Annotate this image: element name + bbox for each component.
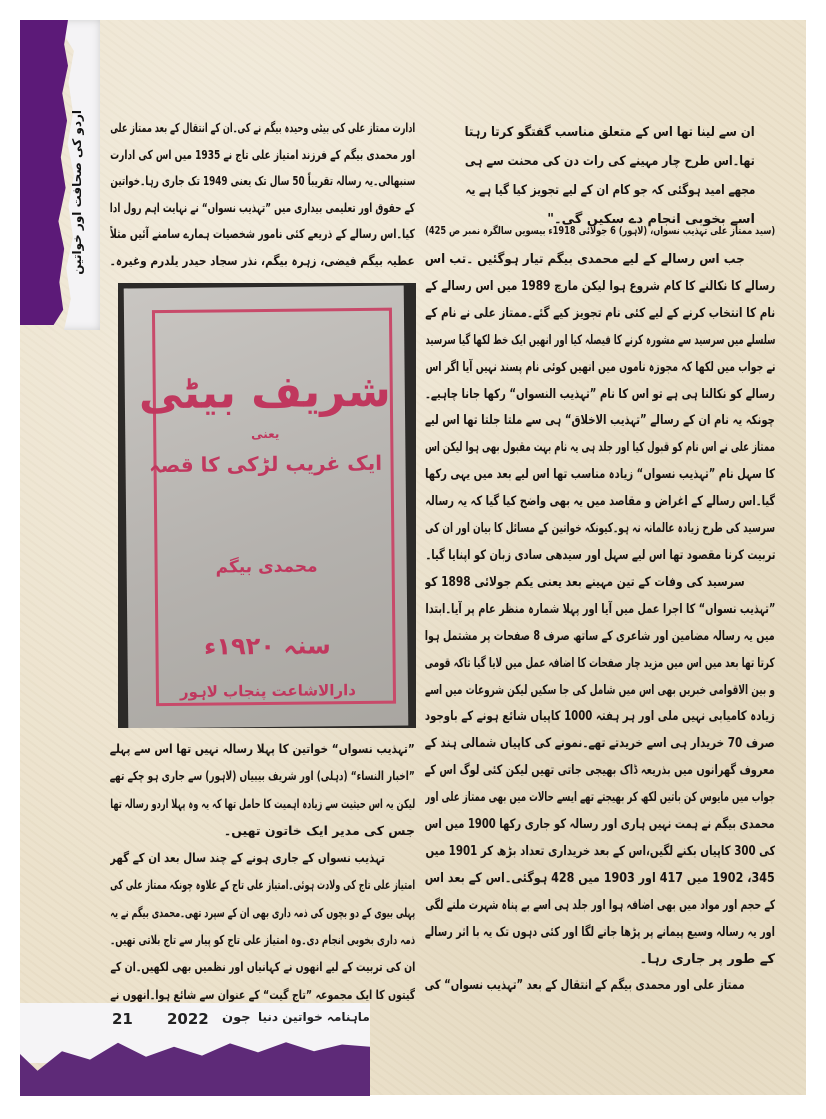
- left-column-top: [110, 115, 415, 274]
- text-line: تربیت کرنا مقصود تھا اس لیے سہل اور سیدھی سادی زبان کو اپنایا گیا۔: [425, 547, 775, 563]
- text-line-box: [465, 176, 755, 205]
- text-line-box: [425, 408, 775, 435]
- text-line-box: [425, 893, 775, 920]
- text-line: سرسید کی وفات کے تین مہینے بعد یعنی یکم جولائی 1898 کو: [425, 574, 745, 590]
- cover-author: محمدی بیگم: [215, 556, 318, 578]
- text-line-box: [425, 328, 775, 355]
- text-line: محمدی بیگم نے ہمت نہیں ہاری اور رسالہ کو جاری رکھا 1900 میں اس: [425, 817, 775, 833]
- page-number: 21: [112, 1010, 133, 1028]
- text-line-box: [465, 147, 755, 176]
- text-line-box: [110, 844, 415, 871]
- magazine-name: ماہنامہ خواتین دنیا: [258, 1010, 370, 1024]
- text-line: جب اس رسالے کے لیے محمدی بیگم تیار ہوگئیں ۔تب اس: [425, 252, 745, 267]
- text-line-box: [425, 435, 775, 462]
- text-line-box: [425, 247, 775, 274]
- text-line: رسالے کا نکالنے کا کام شروع ہوا لیکن مارچ 1989 میں اس رسالے کے: [425, 278, 775, 294]
- text-line-box: [110, 981, 415, 1008]
- text-line: جواب میں مایوس کن باتیں لکھ کر بھیجتے تھے ایسے حالات میں بھی ممتاز علی اور: [425, 790, 775, 806]
- left-column-bottom: [110, 735, 415, 1008]
- citation-text: (سید ممتاز علی تہذیب نسواں، (لاہور) 6 جولائی 1918ء بیسویں سالگرہ نمبر ص 425): [425, 225, 775, 237]
- text-line-box: [425, 812, 775, 839]
- text-line: و بین الاقوامی خبریں بھی اس میں شامل کی جا سکیں لیکن شروعات میں اسے: [425, 682, 775, 698]
- text-line-box: [425, 678, 775, 705]
- text-line: تھا۔اس طرح چار مہینے کی رات دن کی محنت سے ہی: [465, 154, 755, 169]
- text-line: ان سے لینا تھا اس کے متعلق مناسب گفتگو کرتا رہتا: [465, 125, 755, 140]
- text-line-box: [425, 920, 775, 947]
- book-cover-photo: [118, 283, 416, 728]
- text-line-box: [425, 355, 775, 382]
- issue-year: 2022: [167, 1010, 209, 1028]
- text-line-box: [110, 817, 415, 844]
- text-line: لیکن یہ اس حیثیت سے زیادہ اہمیت کا حامل تھا کہ یہ وہ پہلا اردو رسالہ تھا: [110, 795, 415, 811]
- citation-line: [425, 222, 775, 240]
- text-line: کے حجم اور مواد میں بھی اضافہ ہوا اور جلد ہی اسے بے پناہ شہرت ملنے لگی: [425, 897, 775, 913]
- text-line-box: [425, 274, 775, 301]
- text-line: کے حقوق اور تعلیمی بیداری میں ”تہذیب نسواں“ نے نہایت اہم رول ادا: [110, 199, 415, 215]
- text-line: سلسلے میں سرسید سے مشورہ کرنے کا فیصلہ کیا اور انھیں ایک خط لکھا گیا سرسید: [425, 332, 775, 348]
- text-line-box: [110, 762, 415, 789]
- text-line: اور محمدی بیگم کے فرزند امتیاز علی تاج نے 1935 میں اس کی ادارت: [110, 146, 415, 162]
- text-line-box: [110, 221, 415, 248]
- text-line: چونکہ یہ نام ان کے رسالے ”تہذیب الاخلاق“ ہی سے ملتا جلتا تھا اس لیے: [425, 413, 775, 429]
- text-line-box: [425, 597, 775, 624]
- text-line-box: [110, 899, 415, 926]
- text-line-box: [465, 118, 755, 147]
- text-line: ممتاز علی اور محمدی بیگم کے انتقال کے بعد ”تہذیب نسواں“ کی: [425, 978, 745, 994]
- text-line: معروف گھرانوں میں بذریعہ ڈاک بھیجی جاتی تھیں لیکن کئی لوگ اس کے: [425, 763, 775, 779]
- text-line-box: [110, 248, 415, 275]
- text-line: سنبھالی۔یہ رسالہ تقریباً 50 سال تک یعنی 1949 تک جاری رہا۔خواتین: [110, 173, 415, 188]
- cover-title: شریف بیٹی: [138, 365, 391, 420]
- text-line-box: [110, 871, 415, 898]
- issue-month: جون: [222, 1010, 251, 1025]
- text-line: 345، 1902 میں 417 اور 1903 میں 428 ہوگئی۔اس کے بعد اس: [425, 870, 775, 886]
- text-line: میں یہ رسالہ مضامین اور شاعری کے ساتھ صرف 8 صفحات پر مشتمل ہوا: [425, 628, 775, 644]
- text-line-box: [110, 168, 415, 195]
- text-line: کیا۔اس رسالے کے ذریعے کئی نامور شخصیات ہمارے سامنے آئیں مثلاً: [110, 226, 415, 241]
- text-line-box: [425, 785, 775, 812]
- book-cover: [124, 286, 409, 728]
- text-line: تہذیب نسواں کے جاری ہونے کے چند سال بعد ان کے گھر: [110, 850, 385, 866]
- text-line: رسالے کو نکالنا ہی ہے تو اس کا نام ”تہذیب النسواں“ رکھا جانا چاہیے۔: [425, 386, 775, 402]
- text-line: ان کی تربیت کے لیے انھوں نے کہانیاں اور نظمیں بھی لکھیں۔ان کے: [110, 959, 415, 975]
- text-line-box: [425, 731, 775, 758]
- text-line: ممتاز علی نے اس نام کو قبول کیا اور جلد ہی یہ نام بہت مقبول بھی ہوا لیکن اس: [425, 440, 775, 456]
- text-line-box: [425, 947, 775, 974]
- text-line: عطیہ بیگم فیضی، زہرہ بیگم، نذر سجاد حیدر یلدرم وغیرہ۔: [110, 252, 415, 268]
- text-line: کی 300 کاپیاں بکنے لگیں،اس کے بعد خریداری تعداد بڑھ کر 1901 میں: [425, 843, 775, 859]
- text-line: امتیاز علی تاج کی ولادت ہوئی۔امتیاز علی تاج کے علاوہ چونکہ ممتاز علی کی: [110, 877, 415, 893]
- text-line: نام کا انتخاب کرنے کے لیے کئی نام تجویز کیے گئے۔ممتاز علی نے نام کے: [425, 305, 775, 321]
- text-line-box: [110, 926, 415, 953]
- text-line-box: [425, 516, 775, 543]
- text-line-box: [110, 142, 415, 169]
- text-line: صرف 70 خریدار ہی اسے خریدتے تھے۔نمونے کی کاپیاں شمالی ہند کے: [425, 736, 775, 752]
- text-line: گیا۔اس رسالے کے اغراض و مقاصد میں یہ بھی واضح کیا گیا کہ یہ رسالہ: [425, 494, 775, 510]
- text-line-box: [425, 624, 775, 651]
- cover-year: سنہ ۱۹۲۰ء: [203, 631, 331, 661]
- text-line-box: [425, 758, 775, 785]
- cover-story: ایک غریب لڑکی کا قصہ: [148, 450, 383, 478]
- text-line: ”تہذیب نسواں“ کا اجرا عمل میں آیا اور پہلا شمارہ منظر عام پر آیا۔ابتدا: [425, 601, 775, 617]
- text-line-box: [110, 790, 415, 817]
- text-line: سرسید کی طرح زیادہ عالمانہ نہ ہو۔کیونکہ خواتین کے مسائل کا بیان اور ان کی: [425, 521, 775, 537]
- text-line-box: [425, 866, 775, 893]
- text-line-box: [425, 973, 775, 1000]
- text-line-box: [110, 735, 415, 762]
- text-line: اور یہ رسالہ وسیع پیمانے پر پڑھا جانے لگا اور کئی دہوں تک یہ با اثر رسالے: [425, 924, 775, 940]
- text-line: اسے بخوبی انجام دے سکیں گی۔": [547, 212, 755, 227]
- text-line-box: [425, 570, 775, 597]
- text-line: کا سہل نام ”تہذیب نسواں“ زیادہ مناسب تھا اس لیے بعد میں یہی رکھا: [425, 467, 775, 483]
- text-line-box: [110, 953, 415, 980]
- text-line-box: [425, 704, 775, 731]
- text-line-box: [425, 651, 775, 678]
- text-line-box: [425, 489, 775, 516]
- text-line-box: [425, 382, 775, 409]
- text-line: ادارت ممتاز علی کی بیٹی وحیدہ بیگم نے کی۔ان کے انتقال کے بعد ممتاز علی: [110, 120, 415, 135]
- right-column-body: [425, 247, 775, 1000]
- text-line: کے طور پر جاری رہا۔: [639, 951, 775, 967]
- cover-subtitle: یعنی: [250, 426, 280, 442]
- text-line-box: [110, 195, 415, 222]
- text-line: پہلی بیوی کے دو بچوں کی ذمہ داری بھی ان کے سپرد تھی۔محمدی بیگم نے یہ: [110, 904, 415, 920]
- text-line: ”تہذیب نسواں“ خواتین کا پہلا رسالہ نہیں تھا اس سے پہلے: [110, 741, 415, 756]
- text-line: ”اخبار النساء“ (دہلی) اور شریف بیبیاں (لاہور) سے جاری ہو چکے تھے: [110, 768, 415, 784]
- text-line-box: [425, 462, 775, 489]
- text-line-box: [425, 543, 775, 570]
- text-line-box: [425, 839, 775, 866]
- text-line: جس کی مدیر ایک خاتون تھیں۔: [223, 822, 415, 838]
- quote-block: [465, 118, 755, 234]
- text-line: زیادہ کامیابی نہیں ملی اور ہر ہفتہ 1000 کاپیاں شائع ہونے کے باوجود: [425, 709, 775, 725]
- text-line: کرتا تھا بعد میں اس میں مزید چار صفحات کا اضافہ عمل میں لایا گیا تاکہ قومی: [425, 655, 775, 671]
- text-line: مجھے امید ہوگئی کہ جو کام ان کے لیے تجویز کیا گیا ہے یہ: [465, 183, 755, 198]
- text-line: گیتوں کا ایک مجموعہ ”تاج گیت“ کے عنوان سے شائع ہوا۔انھوں نے: [110, 986, 415, 1002]
- citation: [425, 222, 775, 240]
- text-line-box: [110, 115, 415, 142]
- text-line-box: [425, 301, 775, 328]
- text-line: ذمہ داری بخوبی انجام دی۔وہ امتیاز علی تاج کو پیار سے تاج بلاتی تھیں۔: [110, 932, 415, 948]
- section-title: اردو کی صحافت اور خواتین: [70, 110, 84, 275]
- cover-publisher: دارالاشاعت پنجاب لاہور: [179, 681, 357, 701]
- text-line: نے جواب میں لکھا کہ مجوزہ ناموں میں انھیں کوئی نام پسند نہیں آیا اگر اس: [425, 359, 775, 375]
